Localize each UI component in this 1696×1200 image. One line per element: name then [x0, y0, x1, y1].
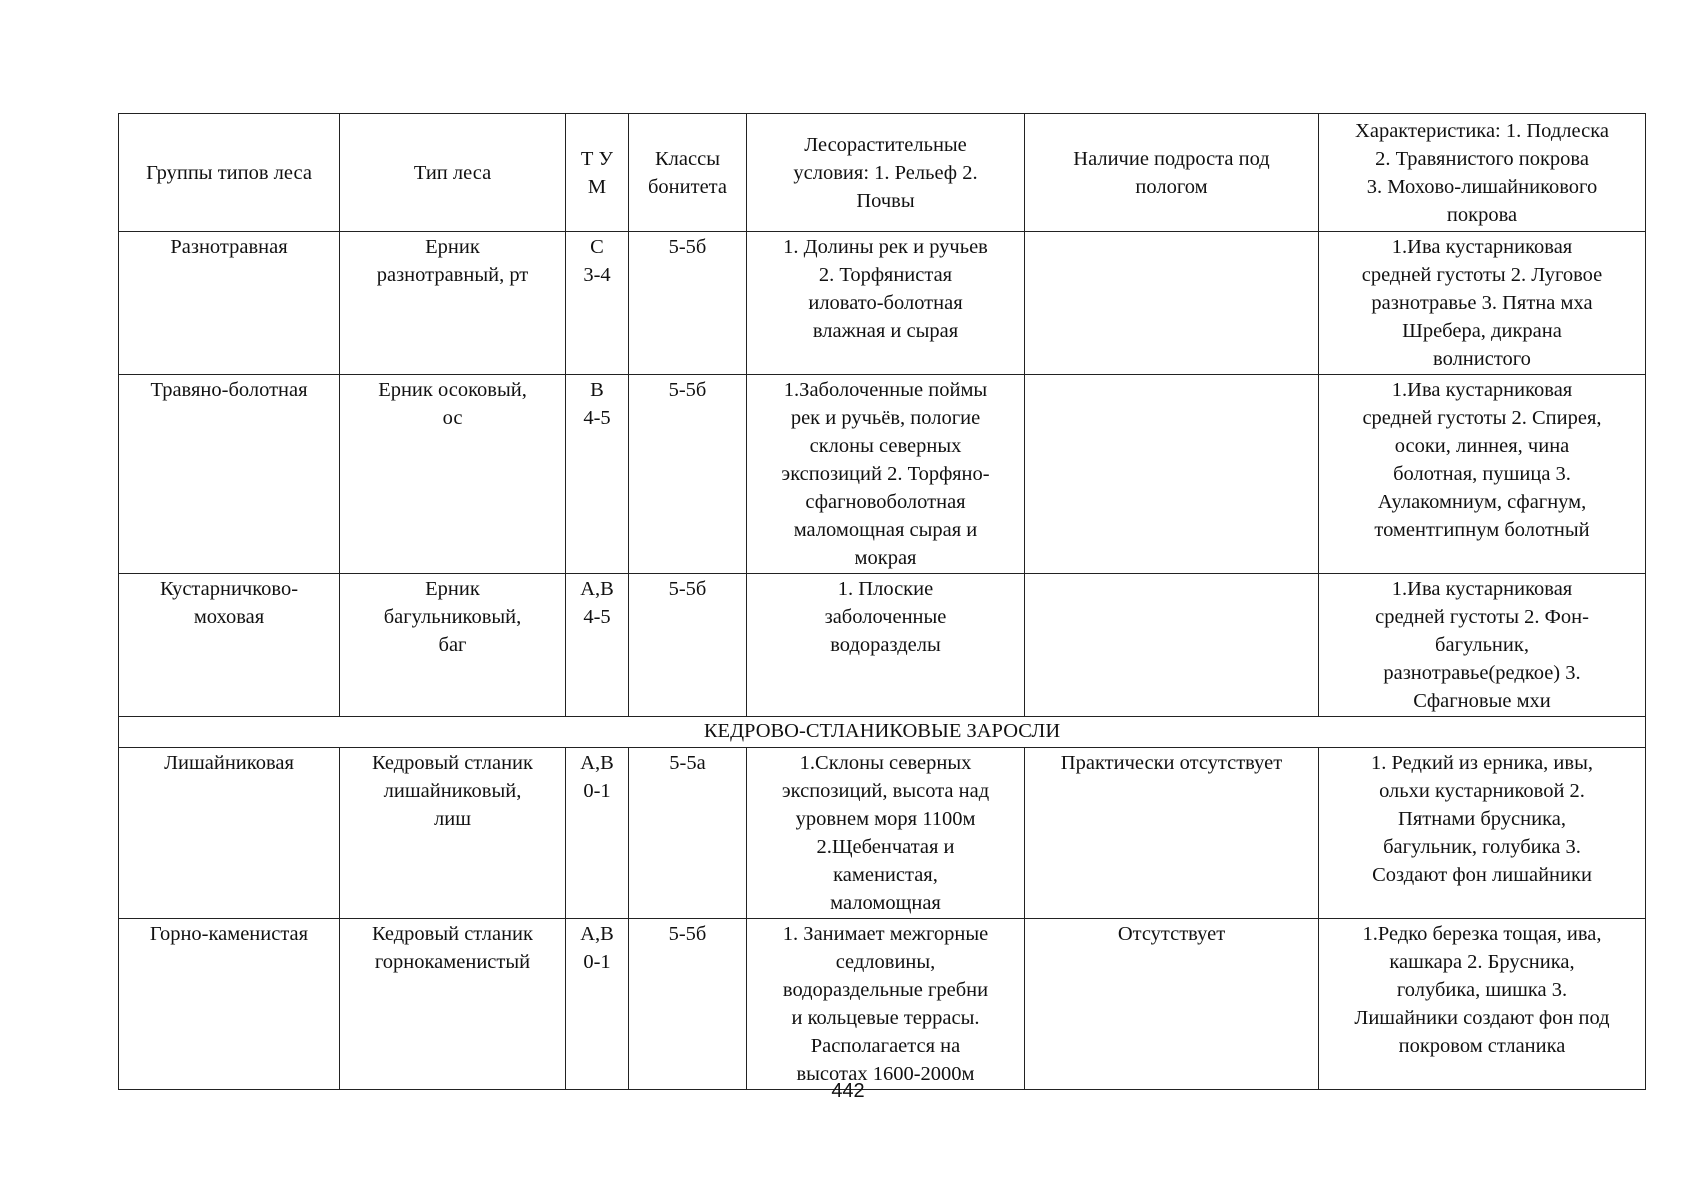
table-cell — [1319, 574, 1646, 717]
table-row — [119, 574, 1646, 717]
cell-text: Лесорастительные условия: 1. Рельеф 2. Почвы — [793, 133, 978, 212]
cell-text: Кедровый стланик лишайниковый, лиш — [372, 752, 533, 830]
table-cell — [1025, 232, 1319, 375]
table-cell — [1025, 375, 1319, 574]
table-cell — [566, 574, 629, 717]
table-cell — [340, 114, 566, 232]
cell-text: В 4-5 — [583, 379, 611, 429]
table-row — [119, 919, 1646, 1090]
cell-text: Отсутствует — [1117, 923, 1226, 945]
table-cell — [119, 574, 340, 717]
section-title-row — [119, 717, 1646, 748]
cell-text: Характеристика: 1. Подлеска 2. Травянистого покрова 3. Мохово-лишайникового покрова — [1355, 119, 1609, 226]
table-cell — [566, 232, 629, 375]
table-body — [119, 114, 1646, 1090]
cell-text: Кустарничково- моховая — [159, 578, 299, 628]
cell-text: Практически отсутствует — [1060, 752, 1283, 774]
cell-text: 1. Плоские заболоченные водоразделы — [824, 578, 947, 656]
forest-types-table — [118, 113, 1646, 1090]
table-cell — [629, 748, 747, 919]
table-cell — [119, 114, 340, 232]
table-cell — [340, 232, 566, 375]
table-cell — [340, 574, 566, 717]
table-cell — [340, 375, 566, 574]
cell-text: 1.Ива кустарниковая средней густоты 2. Луговое разнотравье 3. Пятна мха Шребера, дикрана волнистого — [1361, 236, 1603, 370]
table-cell — [747, 114, 1025, 232]
cell-text: Травяно-болотная — [150, 379, 308, 401]
table-cell — [1025, 919, 1319, 1090]
cell-text: 5-5б — [668, 578, 707, 600]
cell-text: 1.Заболоченные поймы рек и ручьёв, пологие склоны северных экспозиций 2. Торфяно- сфагновоболотная маломощная сырая и мокрая — [781, 379, 990, 569]
cell-text: А,В 0-1 — [580, 752, 614, 802]
cell-text: 5-5б — [668, 236, 707, 258]
table-cell — [119, 232, 340, 375]
cell-text: 5-5б — [668, 379, 707, 401]
cell-text: Кедровый стланик горнокаменистый — [372, 923, 533, 973]
table-cell — [747, 574, 1025, 717]
cell-text: Тип леса — [413, 161, 492, 184]
table-cell — [1319, 232, 1646, 375]
cell-text: 1.Ива кустарниковая средней густоты 2. Фон- багульник, разнотравье(редкое) 3. Сфагновые мхи — [1375, 578, 1589, 712]
cell-text: Наличие подроста под пологом — [1073, 147, 1270, 198]
table-cell — [566, 114, 629, 232]
cell-text: Т У М — [580, 147, 614, 198]
cell-text: Классы бонитета — [648, 147, 727, 198]
section-title: КЕДРОВО-СТЛАНИКОВЫЕ ЗАРОСЛИ — [119, 717, 1646, 748]
table-cell — [340, 748, 566, 919]
table-row — [119, 748, 1646, 919]
table-cell — [1319, 375, 1646, 574]
table-cell — [119, 919, 340, 1090]
table-cell — [1025, 748, 1319, 919]
table-cell — [629, 574, 747, 717]
cell-text: 1.Редко березка тощая, ива, кашкара 2. Брусника, голубика, шишка 3. Лишайники создают фон под покровом стланика — [1354, 923, 1610, 1057]
table-cell — [629, 919, 747, 1090]
cell-text: 1. Долины рек и ручьев 2. Торфянистая иловато-болотная влажная и сырая — [783, 236, 988, 342]
cell-text: 1. Редкий из ерника, ивы, ольхи кустарниковой 2. Пятнами брусника, багульник, голубика 3. Создают фон лишайники — [1371, 752, 1593, 886]
page-number: 442 — [831, 1080, 865, 1102]
cell-text: Ерник багульниковый, баг — [383, 578, 522, 656]
table-cell — [1025, 574, 1319, 717]
cell-text: С 3-4 — [583, 236, 611, 286]
table-cell — [119, 375, 340, 574]
table-cell — [747, 748, 1025, 919]
cell-text: Горно-каменистая — [149, 923, 309, 945]
table-cell — [340, 919, 566, 1090]
cell-text: 1. Занимает межгорные седловины, водораздельные гребни и кольцевые террасы. Располагается на высотах 1600-2000м — [782, 923, 989, 1085]
table-cell — [119, 748, 340, 919]
table-cell — [566, 375, 629, 574]
table-cell — [1319, 114, 1646, 232]
cell-text: Лишайниковая — [164, 752, 294, 774]
table-cell — [747, 232, 1025, 375]
table-cell — [629, 375, 747, 574]
table-cell — [747, 919, 1025, 1090]
table-cell — [1319, 748, 1646, 919]
table-row — [119, 232, 1646, 375]
cell-text: 5-5а — [669, 752, 706, 774]
cell-text: Разнотравная — [170, 236, 288, 258]
table-cell — [566, 748, 629, 919]
table-cell — [566, 919, 629, 1090]
cell-text: Ерник разнотравный, рт — [376, 236, 529, 286]
table-cell — [747, 375, 1025, 574]
table-cell — [629, 114, 747, 232]
table-cell — [1319, 919, 1646, 1090]
table-cell — [1025, 114, 1319, 232]
cell-text: А,В 0-1 — [580, 923, 614, 973]
table-cell — [629, 232, 747, 375]
cell-text: 1.Склоны северных экспозиций, высота над уровнем моря 1100м 2.Щебенчатая и каменистая, маломощная — [781, 752, 990, 914]
cell-text: 5-5б — [668, 923, 707, 945]
cell-text: Ерник осоковый, ос — [378, 379, 527, 429]
cell-text: А,В 4-5 — [580, 578, 614, 628]
cell-text: 1.Ива кустарниковая средней густоты 2. Спирея, осоки, линнея, чина болотная, пушица 3. Аулакомниум, сфагнум, томентгипнум болотный — [1362, 379, 1602, 541]
cell-text: Группы типов леса — [146, 161, 312, 184]
table-row — [119, 375, 1646, 574]
table-header-row — [119, 114, 1646, 232]
